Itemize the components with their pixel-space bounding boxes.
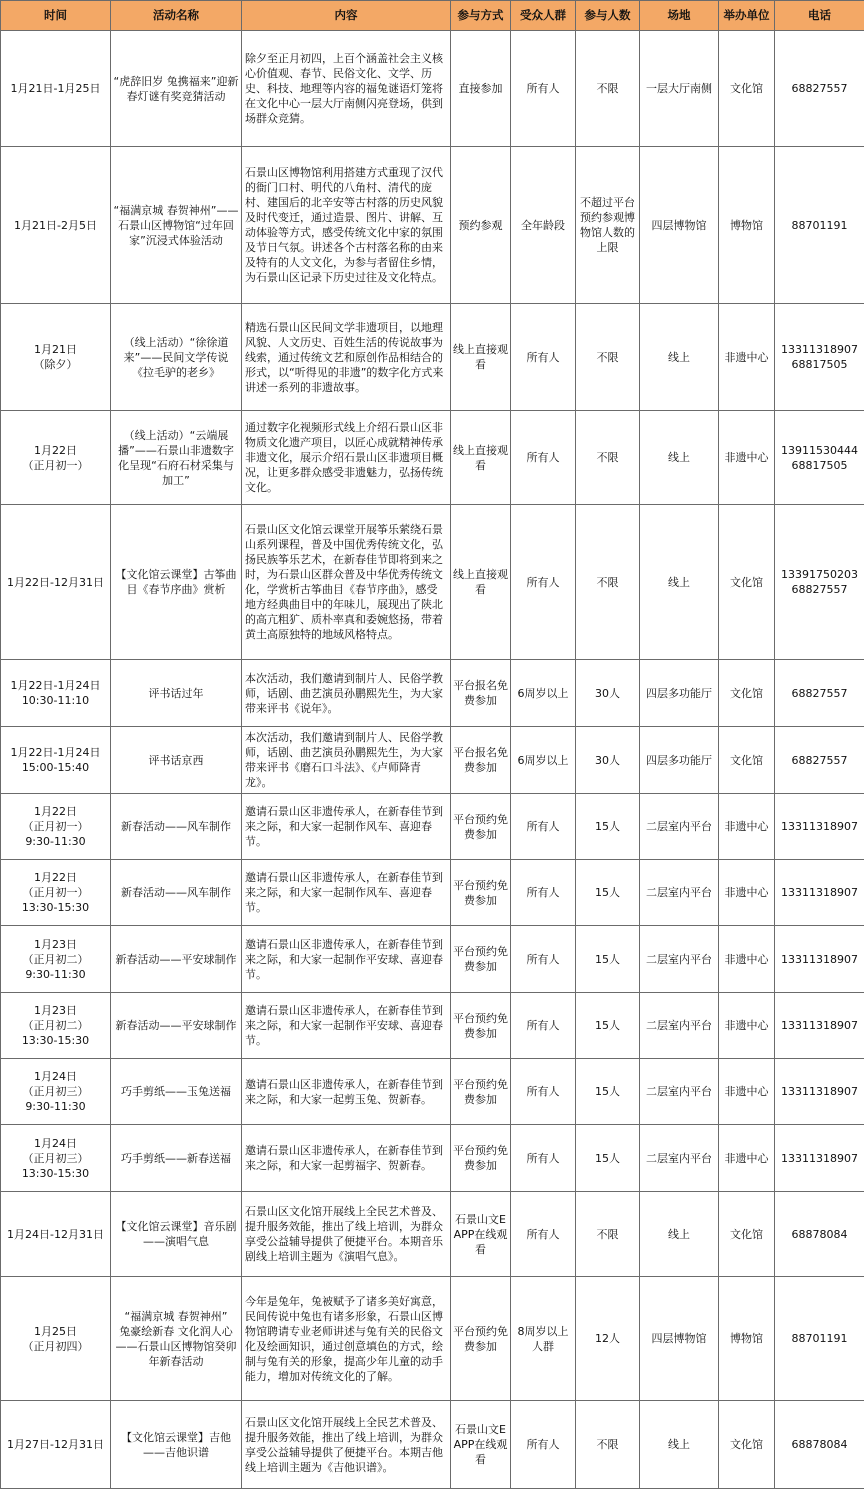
- venue-cell: 二层室内平台: [640, 993, 719, 1059]
- venue-cell: 四层博物馆: [640, 147, 719, 304]
- activity-name-cell-line: “福满京城 春贺神州”: [124, 1309, 228, 1323]
- activity-name-cell: [111, 147, 242, 304]
- time-cell-line: 1月24日: [34, 1136, 77, 1150]
- activity-name-cell-line: “福满京城 春贺神州”——石景山区博物馆“过年回家”沉浸式体验活动: [113, 203, 239, 247]
- phone-cell-line: 88701191: [791, 218, 848, 232]
- time-cell: [1, 660, 111, 727]
- time-cell-line: 1月21日: [34, 343, 77, 356]
- activity-name-cell: [111, 794, 242, 860]
- activity-name-cell: [111, 860, 242, 926]
- organizer-cell: 博物馆: [719, 1277, 775, 1401]
- time-cell-line: 1月22日-12月31日: [7, 575, 104, 589]
- audience-cell: 所有人: [511, 794, 576, 860]
- time-cell-line: 1月21日-2月5日: [14, 218, 97, 232]
- activity-name-cell: [111, 993, 242, 1059]
- participant-count-cell: 不限: [576, 505, 640, 660]
- phone-cell-line: 88701191: [791, 1332, 848, 1345]
- audience-cell: 所有人: [511, 1125, 576, 1192]
- phone-cell: [775, 926, 864, 993]
- table-row: [1, 727, 864, 794]
- phone-cell: [775, 31, 864, 147]
- time-cell-line: （正月初三）: [22, 1085, 89, 1098]
- participant-count-cell: 15人: [576, 860, 640, 926]
- venue-cell: 线上: [640, 1401, 719, 1489]
- table-row: [1, 411, 864, 505]
- participation-method-cell: 平台预约免费参加: [451, 1125, 511, 1192]
- activity-name-cell-line: 评书话过年: [148, 686, 204, 700]
- phone-cell-line: 13311318907: [781, 820, 858, 833]
- time-cell: [1, 926, 111, 993]
- table-row: [1, 1059, 864, 1125]
- phone-cell: [775, 993, 864, 1059]
- phone-cell: [775, 304, 864, 411]
- time-cell-line: （正月初一）: [22, 820, 89, 833]
- organizer-cell: 非遗中心: [719, 993, 775, 1059]
- activity-name-cell-line: 巧手剪纸——新春送福: [121, 1151, 231, 1165]
- participant-count-cell: 15人: [576, 926, 640, 993]
- content-cell: 今年是兔年，兔被赋予了诸多美好寓意，民间传说中兔也有诸多形象，石景山区博物馆聘请专业老师讲述与兔有关的民俗文化及绘画知识，通过创意填色的方式，绘制与兔有关的形象，提高少年儿童的动手能力，增加对传统文化的了解。: [242, 1277, 451, 1401]
- time-cell-line: （正月初一）: [22, 886, 89, 899]
- phone-cell: [775, 1401, 864, 1489]
- activity-name-cell: [111, 1059, 242, 1125]
- time-cell: [1, 860, 111, 926]
- time-cell-line: （正月初四）: [22, 1339, 89, 1353]
- activity-name-cell: [111, 1192, 242, 1277]
- organizer-cell: 文化馆: [719, 1192, 775, 1277]
- content-cell: 石景山区文化馆开展线上全民艺术普及、提升服务效能，推出了线上培训，为群众享受公益辅导提供了便捷平台。本期吉他线上培训主题为《吉他识谱》。: [242, 1401, 451, 1489]
- activity-name-cell: [111, 31, 242, 147]
- phone-cell: [775, 794, 864, 860]
- participation-method-cell: 石景山文E APP在线观看: [451, 1192, 511, 1277]
- phone-cell-line: 13311318907: [781, 952, 858, 966]
- participation-method-cell: 平台预约免费参加: [451, 794, 511, 860]
- phone-cell-line: 68827557: [791, 583, 848, 596]
- content-cell: 邀请石景山区非遗传承人，在新春佳节到来之际，和大家一起剪玉兔、贺新春。: [242, 1059, 451, 1125]
- content-cell: 石景山区文化馆云课堂开展筝乐萦绕石景山系列课程，普及中国优秀传统文化，弘扬民族筝乐艺术，在新春佳节即将到来之时，为石景山区群众普及中华优秀传统文化，学赏析古筝曲目《春节序曲》，感受地方经典曲目中的年味儿，展现出了陕北的高亢粗犷、质朴率真和委婉悠扬，带着黄土高原独特的地域风格特点。: [242, 505, 451, 660]
- audience-cell: 所有人: [511, 304, 576, 411]
- venue-cell: 二层室内平台: [640, 926, 719, 993]
- participation-method-cell: 线上直接观看: [451, 411, 511, 505]
- table-row: [1, 1192, 864, 1277]
- content-cell: 邀请石景山区非遗传承人，在新春佳节到来之际，和大家一起剪福字、贺新春。: [242, 1125, 451, 1192]
- organizer-cell: 非遗中心: [719, 794, 775, 860]
- content-cell: 精选石景山区民间文学非遗项目，以地理风貌、人文历史、百姓生活的传说故事为线索，通过传统文艺和原创作品相结合的形式，以“听得见的非遗”的数字化方式来讲述一系列的非遗故事。: [242, 304, 451, 411]
- venue-cell: 四层博物馆: [640, 1277, 719, 1401]
- venue-cell: 二层室内平台: [640, 860, 719, 926]
- venue-cell: 线上: [640, 505, 719, 660]
- activity-name-cell: [111, 1125, 242, 1192]
- activity-name-cell-line: 新春活动——风车制作: [121, 886, 231, 899]
- activity-name-cell-line: 新春活动——平安球制作: [115, 952, 237, 966]
- phone-cell: [775, 1125, 864, 1192]
- activity-name-cell-line: （线上活动）“徐徐道来”——民间文学传说《拉毛驴的老乡》: [123, 335, 229, 379]
- audience-cell: 8周岁以上人群: [511, 1277, 576, 1401]
- time-cell: [1, 304, 111, 411]
- organizer-cell: 文化馆: [719, 505, 775, 660]
- time-cell-line: 1月22日: [34, 805, 77, 818]
- audience-cell: 全年龄段: [511, 147, 576, 304]
- time-cell-line: （正月初二）: [22, 952, 89, 966]
- phone-cell-line: 68827557: [791, 82, 848, 95]
- venue-cell: 二层室内平台: [640, 1059, 719, 1125]
- time-cell-line: 9:30-11:30: [25, 835, 86, 848]
- phone-cell-line: 68827557: [791, 753, 848, 767]
- activity-name-cell: [111, 1401, 242, 1489]
- content-cell: 石景山区文化馆开展线上全民艺术普及、提升服务效能，推出了线上培训，为群众享受公益辅导提供了便捷平台。本期音乐剧线上培训主题为《演唱气息》。: [242, 1192, 451, 1277]
- activity-name-cell: [111, 304, 242, 411]
- participant-count-cell: 15人: [576, 1125, 640, 1192]
- participant-count-cell: 不限: [576, 31, 640, 147]
- activity-name-cell: [111, 926, 242, 993]
- table-row: [1, 860, 864, 926]
- activity-name-cell-line: ——石景山区博物馆癸卯年新春活动: [115, 1339, 237, 1368]
- phone-cell-line: 13391750203: [781, 568, 858, 581]
- phone-cell-line: 13311318907: [781, 886, 858, 899]
- time-cell-line: 1月22日: [34, 871, 77, 884]
- audience-cell: 6周岁以上: [511, 727, 576, 794]
- time-cell: [1, 1192, 111, 1277]
- phone-cell-line: 68878084: [791, 1438, 848, 1451]
- time-cell: [1, 1059, 111, 1125]
- content-cell: 邀请石景山区非遗传承人，在新春佳节到来之际，和大家一起制作平安球、喜迎春节。: [242, 993, 451, 1059]
- phone-cell: [775, 1059, 864, 1125]
- time-cell-line: 1月24日: [34, 1070, 77, 1083]
- participation-method-cell: 线上直接观看: [451, 304, 511, 411]
- time-cell: [1, 1125, 111, 1192]
- venue-cell: 一层大厅南侧: [640, 31, 719, 147]
- table-row: [1, 1277, 864, 1401]
- phone-cell-line: 13311318907: [781, 343, 858, 356]
- organizer-cell: 文化馆: [719, 660, 775, 727]
- phone-cell-line: 68817505: [791, 358, 848, 371]
- header-time: 时间: [1, 1, 111, 31]
- time-cell: [1, 993, 111, 1059]
- content-cell: 邀请石景山区非遗传承人，在新春佳节到来之际，和大家一起制作风车、喜迎春节。: [242, 794, 451, 860]
- header-content: 内容: [242, 1, 451, 31]
- activity-name-cell-line: 巧手剪纸——玉兔送福: [121, 1085, 231, 1098]
- activity-name-cell-line: “虎辞旧岁 兔携福来”迎新春灯谜有奖竞猜活动: [113, 74, 239, 103]
- participation-method-cell: 平台预约免费参加: [451, 993, 511, 1059]
- participant-count-cell: 15人: [576, 1059, 640, 1125]
- activity-name-cell: [111, 411, 242, 505]
- time-cell-line: 1月27日-12月31日: [7, 1438, 104, 1451]
- phone-cell: [775, 727, 864, 794]
- organizer-cell: 非遗中心: [719, 860, 775, 926]
- header-participant-count: 参与人数: [576, 1, 640, 31]
- table-row: [1, 31, 864, 147]
- header-participation-method: 参与方式: [451, 1, 511, 31]
- phone-cell: [775, 505, 864, 660]
- activity-name-cell: [111, 660, 242, 727]
- table-row: [1, 1401, 864, 1489]
- organizer-cell: 非遗中心: [719, 926, 775, 993]
- participant-count-cell: 15人: [576, 794, 640, 860]
- time-cell: [1, 147, 111, 304]
- time-cell-line: 1月22日-1月24日: [10, 679, 101, 692]
- participation-method-cell: 平台报名免费参加: [451, 660, 511, 727]
- time-cell-line: 1月21日-1月25日: [10, 82, 101, 95]
- audience-cell: 所有人: [511, 1401, 576, 1489]
- participant-count-cell: 30人: [576, 660, 640, 727]
- time-cell-line: 1月24日-12月31日: [7, 1227, 104, 1241]
- organizer-cell: 文化馆: [719, 727, 775, 794]
- organizer-cell: 非遗中心: [719, 304, 775, 411]
- audience-cell: 所有人: [511, 505, 576, 660]
- venue-cell: 四层多功能厅: [640, 727, 719, 794]
- time-cell-line: 1月23日: [34, 1004, 77, 1017]
- content-cell: 邀请石景山区非遗传承人，在新春佳节到来之际，和大家一起制作平安球、喜迎春节。: [242, 926, 451, 993]
- venue-cell: 线上: [640, 304, 719, 411]
- header-activity-name: 活动名称: [111, 1, 242, 31]
- time-cell: [1, 794, 111, 860]
- audience-cell: 所有人: [511, 926, 576, 993]
- phone-cell-line: 13311318907: [781, 1019, 858, 1032]
- phone-cell-line: 68827557: [791, 686, 848, 700]
- audience-cell: 6周岁以上: [511, 660, 576, 727]
- time-cell-line: 1月22日: [34, 443, 77, 457]
- time-cell-line: （正月初三）: [22, 1151, 89, 1165]
- participation-method-cell: 平台报名免费参加: [451, 727, 511, 794]
- participant-count-cell: 不超过平台预约参观博物馆人数的上限: [576, 147, 640, 304]
- participation-method-cell: 石景山文E APP在线观看: [451, 1401, 511, 1489]
- venue-cell: 二层室内平台: [640, 1125, 719, 1192]
- phone-cell-line: 13911530444: [781, 443, 858, 457]
- header-venue: 场地: [640, 1, 719, 31]
- participation-method-cell: 平台预约免费参加: [451, 1277, 511, 1401]
- table-row: [1, 505, 864, 660]
- time-cell: [1, 1401, 111, 1489]
- header-organizer: 举办单位: [719, 1, 775, 31]
- activity-name-cell-line: 【文化馆云课堂】古筝曲目《春节序曲》赏析: [115, 568, 237, 596]
- content-cell: 通过数字化视频形式线上介绍石景山区非物质文化遗产项目，以匠心成就精神传承非遗文化，展示介绍石景山区非遗项目概况，让更多群众感受非遗魅力，弘扬传统文化。: [242, 411, 451, 505]
- activity-name-cell-line: 【文化馆云课堂】吉他——吉他识谱: [121, 1430, 231, 1459]
- time-cell-line: （正月初二）: [22, 1019, 89, 1032]
- audience-cell: 所有人: [511, 1192, 576, 1277]
- participation-method-cell: 平台预约免费参加: [451, 1059, 511, 1125]
- header-audience: 受众人群: [511, 1, 576, 31]
- organizer-cell: 非遗中心: [719, 1059, 775, 1125]
- participant-count-cell: 12人: [576, 1277, 640, 1401]
- time-cell-line: （除夕）: [33, 358, 78, 371]
- time-cell: [1, 31, 111, 147]
- participation-method-cell: 平台预约免费参加: [451, 860, 511, 926]
- time-cell: [1, 1277, 111, 1401]
- participant-count-cell: 不限: [576, 304, 640, 411]
- time-cell-line: 1月23日: [34, 937, 77, 951]
- time-cell-line: 1月25日: [34, 1324, 77, 1338]
- audience-cell: 所有人: [511, 993, 576, 1059]
- phone-cell: [775, 147, 864, 304]
- header-row: [1, 1, 864, 31]
- organizer-cell: 博物馆: [719, 147, 775, 304]
- content-cell: 本次活动，我们邀请到制片人、民俗学教师，话剧、曲艺演员孙鹏熙先生，为大家带来评书《磨石口斗法》、《卢师降青龙》。: [242, 727, 451, 794]
- audience-cell: 所有人: [511, 860, 576, 926]
- phone-cell: [775, 1192, 864, 1277]
- activity-name-cell-line: 新春活动——平安球制作: [115, 1019, 237, 1032]
- venue-cell: 二层室内平台: [640, 794, 719, 860]
- venue-cell: 线上: [640, 1192, 719, 1277]
- content-cell: 除夕至正月初四，上百个涵盖社会主义核心价值观、春节、民俗文化、文学、历史、科技、地理等内容的福兔谜语灯笼将在文化中心一层大厅南侧闪亮登场，供到场群众竞猜。: [242, 31, 451, 147]
- phone-cell-line: 13311318907: [781, 1151, 858, 1165]
- activity-name-cell-line: （线上活动）“云端展播”——石景山非遗数字化呈现“石府石材采集与加工”: [118, 428, 234, 487]
- venue-cell: 线上: [640, 411, 719, 505]
- table-row: [1, 304, 864, 411]
- time-cell-line: 9:30-11:30: [25, 967, 86, 981]
- phone-cell-line: 68878084: [791, 1227, 848, 1241]
- organizer-cell: 非遗中心: [719, 411, 775, 505]
- time-cell-line: 1月22日-1月24日: [10, 746, 101, 759]
- activity-name-cell: [111, 505, 242, 660]
- phone-cell: [775, 1277, 864, 1401]
- participant-count-cell: 不限: [576, 411, 640, 505]
- content-cell: 邀请石景山区非遗传承人，在新春佳节到来之际，和大家一起制作风车、喜迎春节。: [242, 860, 451, 926]
- audience-cell: 所有人: [511, 1059, 576, 1125]
- time-cell: [1, 727, 111, 794]
- participant-count-cell: 不限: [576, 1401, 640, 1489]
- time-cell-line: 13:30-15:30: [21, 1166, 90, 1180]
- phone-cell: [775, 411, 864, 505]
- phone-cell: [775, 660, 864, 727]
- table-row: [1, 147, 864, 304]
- activity-name-cell: [111, 727, 242, 794]
- participation-method-cell: 预约参观: [451, 147, 511, 304]
- participant-count-cell: 15人: [576, 993, 640, 1059]
- activity-name-cell-line: 新春活动——风车制作: [121, 820, 231, 833]
- time-cell-line: 13:30-15:30: [21, 1034, 90, 1047]
- phone-cell-line: 68817505: [791, 458, 848, 472]
- phone-cell: [775, 860, 864, 926]
- organizer-cell: 非遗中心: [719, 1125, 775, 1192]
- activity-name-cell-line: 兔豪绘新春 文化润人心: [119, 1324, 233, 1338]
- organizer-cell: 文化馆: [719, 31, 775, 147]
- participation-method-cell: 直接参加: [451, 31, 511, 147]
- phone-cell-line: 13311318907: [781, 1085, 858, 1098]
- participant-count-cell: 不限: [576, 1192, 640, 1277]
- table-body: [1, 31, 864, 1489]
- content-cell: 石景山区博物馆利用搭建方式重现了汉代的衙门口村、明代的八角村、清代的庞村、建国后的北辛安等古村落的历史风貌及时代变迁，通过造景、图片、讲解、互动体验等方式，感受传统文化中家的氛围及节日气氛。讲述各个古村落名称的由来及特有的人文文化，为参与者留住乡情，为石景山区记录下历史过往及文化特点。: [242, 147, 451, 304]
- table-row: [1, 993, 864, 1059]
- participant-count-cell: 30人: [576, 727, 640, 794]
- participation-method-cell: 线上直接观看: [451, 505, 511, 660]
- activity-name-cell: [111, 1277, 242, 1401]
- time-cell-line: 15:00-15:40: [21, 761, 90, 774]
- venue-cell: 四层多功能厅: [640, 660, 719, 727]
- content-cell: 本次活动，我们邀请到制片人、民俗学教师，话剧、曲艺演员孙鹏熙先生，为大家带来评书《说年》。: [242, 660, 451, 727]
- header-phone: 电话: [775, 1, 864, 31]
- time-cell-line: 13:30-15:30: [21, 901, 90, 914]
- time-cell: [1, 411, 111, 505]
- organizer-cell: 文化馆: [719, 1401, 775, 1489]
- time-cell-line: 10:30-11:10: [21, 694, 90, 707]
- audience-cell: 所有人: [511, 411, 576, 505]
- time-cell-line: （正月初一）: [22, 458, 89, 472]
- time-cell: [1, 505, 111, 660]
- audience-cell: 所有人: [511, 31, 576, 147]
- time-cell-line: 9:30-11:30: [25, 1100, 86, 1113]
- table-row: [1, 794, 864, 860]
- activity-name-cell-line: 【文化馆云课堂】音乐剧——演唱气息: [115, 1220, 237, 1248]
- table-row: [1, 1125, 864, 1192]
- table-row: [1, 926, 864, 993]
- table-row: [1, 660, 864, 727]
- participation-method-cell: 平台预约免费参加: [451, 926, 511, 993]
- activity-name-cell-line: 评书话京西: [148, 753, 204, 767]
